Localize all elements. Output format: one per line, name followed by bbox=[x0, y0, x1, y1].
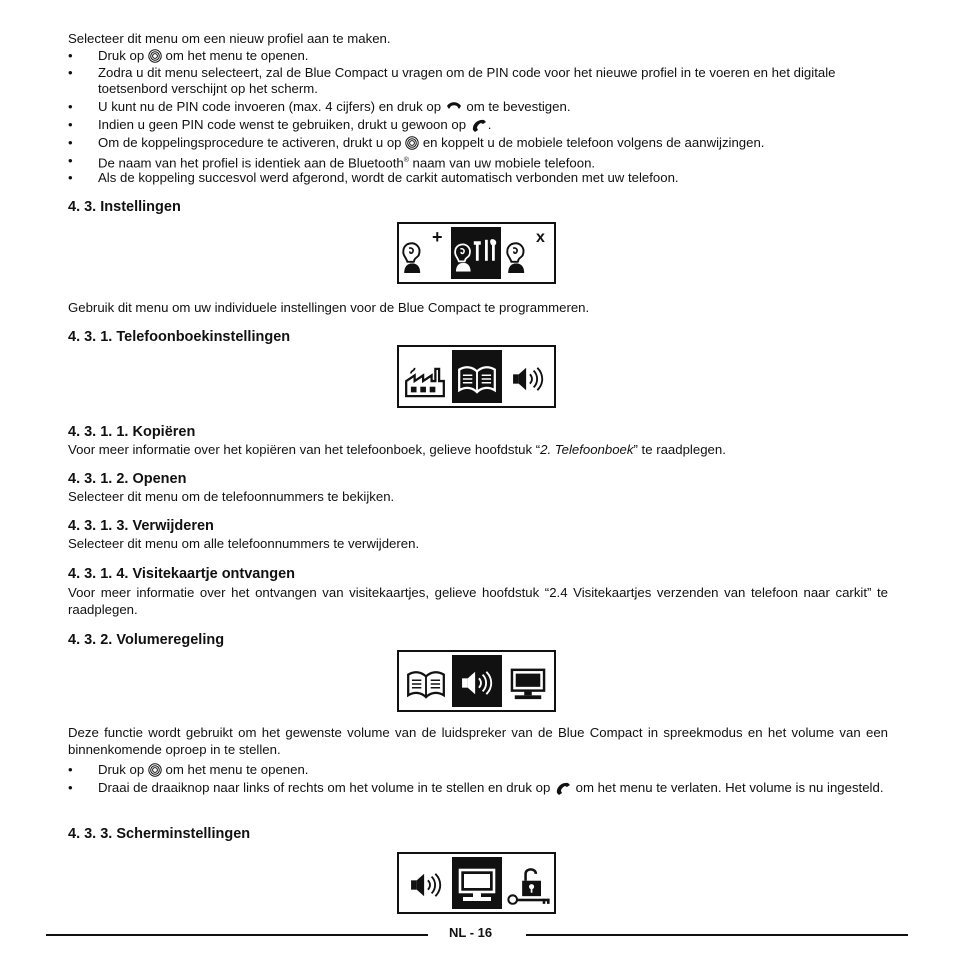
dial-icon bbox=[148, 763, 162, 777]
bullet: • bbox=[68, 762, 73, 777]
section-heading: 4. 3. 2. Volumeregeling bbox=[68, 632, 225, 648]
list-item bbox=[68, 170, 888, 186]
list-item bbox=[68, 762, 888, 778]
bullet-text: Zodra u dit menu selecteert, zal de Blue Compact u vragen om de PIN code voor het nieuwe profiel in te voeren en het digitale toetsenbord verschijnt op het scherm. bbox=[98, 65, 836, 96]
bullet-text: U kunt nu de PIN code invoeren (max. 4 cijfers) en druk op bbox=[98, 99, 445, 114]
list-item bbox=[68, 99, 888, 115]
bullet-text-end: . bbox=[487, 117, 492, 132]
bullet-text-end: om het menu te openen. bbox=[161, 762, 309, 777]
lock-key-icon bbox=[503, 857, 553, 909]
section-heading: 4. 3. 1. Telefoonboekinstellingen bbox=[68, 329, 291, 345]
footer-rule-left bbox=[46, 934, 428, 936]
person-delete-icon bbox=[505, 227, 533, 279]
page-number: NL - 16 bbox=[449, 925, 493, 940]
section-text: Selecteer dit menu om de telefoonnummers te bekijken. bbox=[68, 489, 395, 504]
x-glyph: x bbox=[536, 229, 545, 246]
speaker-icon bbox=[407, 857, 447, 909]
text-part-end: ” te raadplegen. bbox=[633, 442, 726, 457]
factory-icon bbox=[403, 350, 449, 403]
bullet-text: Draai de draaiknop naar links of rechts om het volume in te stellen en druk op bbox=[98, 780, 554, 795]
intro-text: Selecteer dit menu om een nieuw profiel aan te maken. bbox=[68, 31, 391, 46]
menu-display bbox=[397, 345, 556, 408]
bullet: • bbox=[68, 99, 73, 114]
bullet: • bbox=[68, 48, 73, 63]
bullet-text-end: naam van uw mobiele telefoon. bbox=[408, 155, 596, 171]
speaker-icon bbox=[452, 655, 502, 707]
call-icon bbox=[445, 100, 463, 114]
section-heading: 4. 3. 3. Scherminstellingen bbox=[68, 826, 251, 842]
list-item bbox=[68, 48, 888, 64]
section-heading: 4. 3. 1. 3. Verwijderen bbox=[68, 518, 214, 534]
monitor-icon bbox=[452, 857, 502, 909]
section-text bbox=[68, 442, 888, 458]
section-text: Voor meer informatie over het ontvangen van visitekaartjes, gelieve hoofdstuk “2.4 Visitekaartjes verzenden van telefoon naar carkit” te raadplegen. bbox=[68, 585, 888, 617]
phonebook-icon bbox=[452, 350, 502, 403]
settings-icon bbox=[451, 227, 501, 279]
section-text: Gebruik dit menu om uw individuele instellingen voor de Blue Compact te programmeren. bbox=[68, 300, 590, 315]
bullet: • bbox=[68, 780, 73, 795]
footer-rule-right bbox=[526, 934, 908, 936]
section-heading: 4. 3. 1. 4. Visitekaartje ontvangen bbox=[68, 566, 296, 582]
list-item bbox=[68, 117, 888, 133]
bullet-text: De naam van het profiel is identiek aan de Bluetooth bbox=[98, 155, 404, 171]
section-heading: 4. 3. 1. 2. Openen bbox=[68, 471, 187, 487]
bullet-text-end: om het menu te verlaten. Het volume is nu ingesteld. bbox=[571, 780, 884, 795]
section-heading: 4. 3. Instellingen bbox=[68, 199, 181, 215]
bullet-text-end: om het menu te openen. bbox=[161, 48, 309, 63]
hangup-icon bbox=[470, 118, 488, 132]
bullet-text: Druk op bbox=[98, 48, 148, 63]
dial-icon bbox=[148, 49, 162, 63]
speaker-icon bbox=[509, 350, 549, 403]
bullet-text-end: en koppelt u de mobiele telefoon volgens de aanwijzingen. bbox=[419, 135, 765, 150]
bullet: • bbox=[68, 135, 73, 150]
chapter-reference: 2. Telefoonboek bbox=[540, 442, 634, 457]
menu-display bbox=[397, 650, 556, 712]
bullet-text: Druk op bbox=[98, 762, 148, 777]
list-item bbox=[68, 65, 888, 97]
bullet-text: Als de koppeling succesvol werd afgerond, wordt de carkit automatisch verbonden met uw telefoon. bbox=[98, 170, 679, 185]
section-text: Deze functie wordt gebruikt om het gewenste volume van de luidspreker van de Blue Compact in spreekmodus en het volume van een binnenkomende oproep in te stellen. bbox=[68, 725, 888, 757]
plus-glyph: + bbox=[432, 227, 443, 247]
bullet: • bbox=[68, 153, 73, 168]
dial-icon bbox=[405, 136, 419, 150]
hangup-icon bbox=[554, 781, 572, 795]
section-heading: 4. 3. 1. 1. Kopiëren bbox=[68, 424, 196, 440]
person-icon bbox=[401, 227, 429, 279]
registered-mark: ® bbox=[403, 157, 409, 164]
list-item bbox=[68, 153, 888, 171]
text-part: Voor meer informatie over het kopiëren van het telefoonboek, gelieve hoofdstuk “ bbox=[68, 442, 541, 457]
bullet-text: Om de koppelingsprocedure te activeren, drukt u op bbox=[98, 135, 406, 150]
bullet: • bbox=[68, 65, 73, 80]
bullet: • bbox=[68, 117, 73, 132]
list-item bbox=[68, 135, 888, 151]
phonebook-icon bbox=[403, 655, 449, 707]
menu-display bbox=[397, 852, 556, 914]
bullet-text-end: om te bevestigen. bbox=[462, 99, 571, 114]
bullet: • bbox=[68, 170, 73, 185]
section-text: Selecteer dit menu om alle telefoonnummers te verwijderen. bbox=[68, 536, 420, 551]
menu-display bbox=[397, 222, 556, 284]
monitor-icon bbox=[507, 655, 551, 707]
bullet-text: Indien u geen PIN code wenst te gebruiken, drukt u gewoon op bbox=[98, 117, 470, 132]
list-item bbox=[68, 779, 888, 796]
